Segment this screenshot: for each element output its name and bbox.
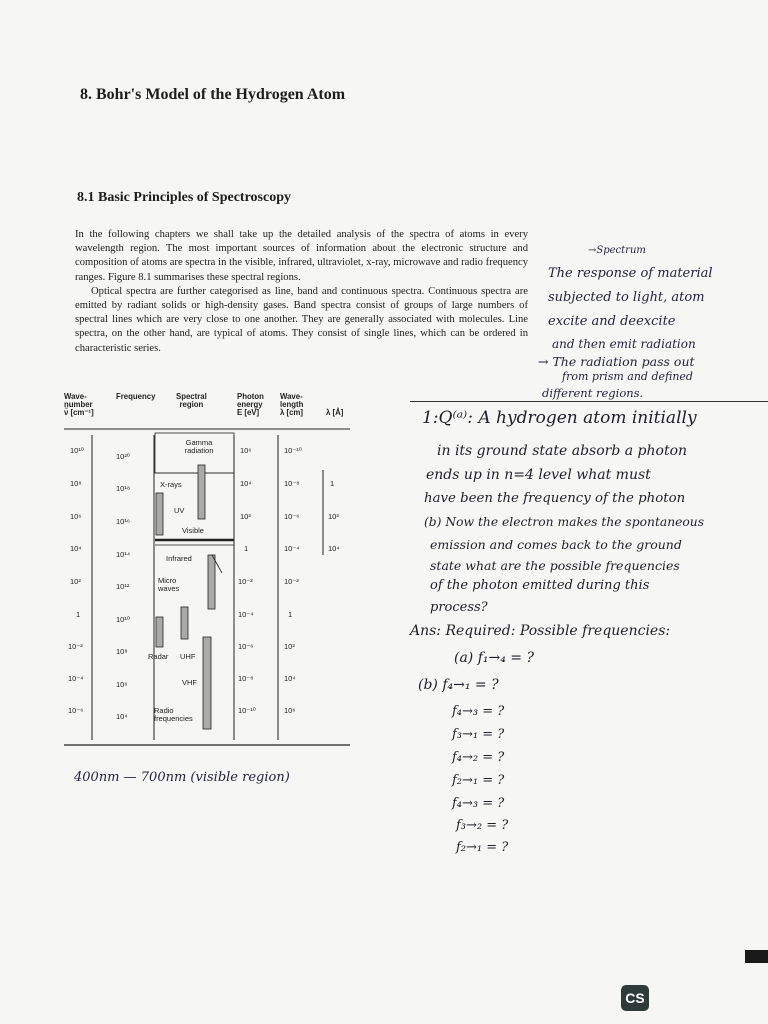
wavelength-cm-tick: 10⁻² <box>284 577 299 586</box>
energy-tick: 10⁻¹⁰ <box>238 706 256 715</box>
region-uv: UV <box>174 506 185 515</box>
region-gamma: Gamma radiation <box>184 438 214 455</box>
hw-visible-note: 400nm — 700nm (visible region) <box>74 770 290 785</box>
header-wavelength-cm: Wave- length λ [cm] <box>280 392 304 417</box>
energy-tick: 10⁴ <box>240 479 252 488</box>
hw-answer-item: f₂→₁ = ? <box>456 840 509 855</box>
hw-question-line: 1:Q⁽ᵃ⁾: A hydrogen atom initially <box>422 408 697 428</box>
camscanner-logo: CS <box>621 985 649 1011</box>
wavelength-cm-tick: 1 <box>288 610 293 619</box>
hw-note: → The radiation pass out <box>538 354 695 369</box>
region-vhf: VHF <box>182 678 197 687</box>
wavelength-angstrom-tick: 10⁴ <box>328 544 340 553</box>
region-microwaves: Micro waves <box>158 576 180 593</box>
body-text <box>75 228 528 356</box>
energy-tick: 10⁻⁴ <box>238 610 254 619</box>
wavenumber-tick: 10⁸ <box>70 479 82 488</box>
frequency-tick: 10¹² <box>116 582 130 591</box>
wavelength-cm-tick: 10⁻⁸ <box>284 479 300 488</box>
wavenumber-tick: 10² <box>70 577 81 586</box>
hw-answer-item: f₄→₂ = ? <box>452 750 505 765</box>
scan-edge-mark <box>745 950 768 963</box>
wavenumber-tick: 10⁻⁴ <box>68 674 84 683</box>
wavelength-cm-tick: 10⁻⁶ <box>284 512 300 521</box>
wavelength-cm-tick: 10² <box>284 642 295 651</box>
header-wavelength-angstrom: λ [Å] <box>326 408 344 417</box>
header-region: Spectral region <box>176 392 207 409</box>
paragraph-2: Optical spectra are further categorised as line, band and continuous spectra. Continuous spectra are emitted by radiant solids or high-density gases. Band spectra consist of groups of large numbers of spectral lines which are very close to one another. They are generally associated with molecules. Line spectra, on the other hand, are typical of atoms. They consist of single lines, which can be ordered in characteristic series. <box>75 285 528 354</box>
frequency-tick: 10¹⁶ <box>116 517 130 526</box>
hw-note-spectrum: →Spectrum <box>588 245 646 256</box>
header-energy: Photon energy E [eV] <box>237 392 264 417</box>
wavelength-angstrom-tick: 1 <box>330 479 335 488</box>
hw-note: from prism and defined <box>562 370 693 383</box>
wavenumber-tick: 1 <box>76 610 81 619</box>
energy-tick: 10⁻⁶ <box>238 642 254 651</box>
hw-answer-item: f₄→₃ = ? <box>452 796 505 811</box>
hw-note: excite and deexcite <box>548 314 676 329</box>
wavelength-cm-tick: 10⁻⁴ <box>284 544 300 553</box>
header-wavenumber: Wave- number ν̃ [cm⁻¹] <box>64 392 94 417</box>
frequency-tick: 10¹⁰ <box>116 615 130 624</box>
region-radar: Radar <box>148 652 169 661</box>
frequency-tick: 10¹⁸ <box>116 484 131 493</box>
hw-question-line: in its ground state absorb a photon <box>437 443 688 459</box>
region-radio: Radio frequencies <box>154 706 193 723</box>
chapter-title: 8. Bohr's Model of the Hydrogen Atom <box>80 86 346 103</box>
hw-answer-item: f₃→₁ = ? <box>452 727 505 742</box>
energy-tick: 10⁻² <box>238 577 253 586</box>
frequency-tick: 10⁸ <box>116 647 128 656</box>
wavenumber-tick: 10⁶ <box>70 512 82 521</box>
frequency-tick: 10⁶ <box>116 680 128 689</box>
paragraph-1: In the following chapters we shall take up the detailed analysis of the spectra of atoms in every wavelength region. The most important sources of information about the electronic structure and composition of atoms are spectra in the visible, infrared, ultraviolet, x-ray, microwave and radio frequency ranges. Figure 8.1 summarises these spectral regions. <box>75 229 528 283</box>
hw-question-line: (b) Now the electron makes the spontaneous <box>424 515 705 529</box>
energy-tick: 10⁶ <box>240 446 252 455</box>
wavelength-angstrom-tick: 10² <box>328 512 339 521</box>
wavelength-cm-tick: 10⁶ <box>284 706 296 715</box>
hw-question-line: emission and comes back to the ground <box>430 537 682 552</box>
hw-question-line: of the photon emitted during this <box>430 578 650 593</box>
hw-note: different regions. <box>542 386 644 400</box>
energy-tick: 1 <box>244 544 249 553</box>
hw-answer-item: (a) f₁→₄ = ? <box>454 650 534 666</box>
hw-question-line: have been the frequency of the photon <box>424 491 686 506</box>
hw-answer-item: f₄→₃ = ? <box>452 704 505 719</box>
wavelength-cm-tick: 10⁻¹⁰ <box>284 446 302 455</box>
wavenumber-tick: 10⁻² <box>68 642 83 651</box>
frequency-tick: 10⁴ <box>116 712 128 721</box>
hw-note: The response of material <box>548 266 713 281</box>
region-xrays: X-rays <box>160 480 182 489</box>
hw-answer-head: Ans: Required: Possible frequencies: <box>410 623 671 639</box>
section-title: 8.1 Basic Principles of Spectroscopy <box>77 190 292 205</box>
energy-tick: 10⁻⁸ <box>238 674 254 683</box>
hw-question-line: ends up in n=4 level what must <box>426 467 651 483</box>
hw-answer-item: (b) f₄→₁ = ? <box>418 677 499 693</box>
header-frequency: Frequency <box>116 392 156 401</box>
frequency-tick: 10²⁰ <box>116 452 130 461</box>
hw-question-line: process? <box>430 600 488 615</box>
wavenumber-tick: 10⁴ <box>70 544 82 553</box>
region-uhf: UHF <box>180 652 196 661</box>
hw-answer-item: f₂→₁ = ? <box>452 773 505 788</box>
wavenumber-tick: 10¹⁰ <box>70 446 84 455</box>
hw-note: and then emit radiation <box>552 337 696 351</box>
hw-note: subjected to light, atom <box>548 290 705 305</box>
wavenumber-tick: 10⁻⁶ <box>68 706 84 715</box>
hw-answer-item: f₃→₂ = ? <box>456 818 509 833</box>
hw-divider <box>410 401 768 402</box>
frequency-tick: 10¹⁴ <box>116 550 131 559</box>
region-infrared: Infrared <box>166 554 192 563</box>
region-visible: Visible <box>182 526 204 535</box>
spectral-regions-figure <box>62 385 352 755</box>
hw-question-line: state what are the possible frequencies <box>430 558 680 573</box>
wavelength-cm-tick: 10⁴ <box>284 674 296 683</box>
energy-tick: 10² <box>240 512 251 521</box>
